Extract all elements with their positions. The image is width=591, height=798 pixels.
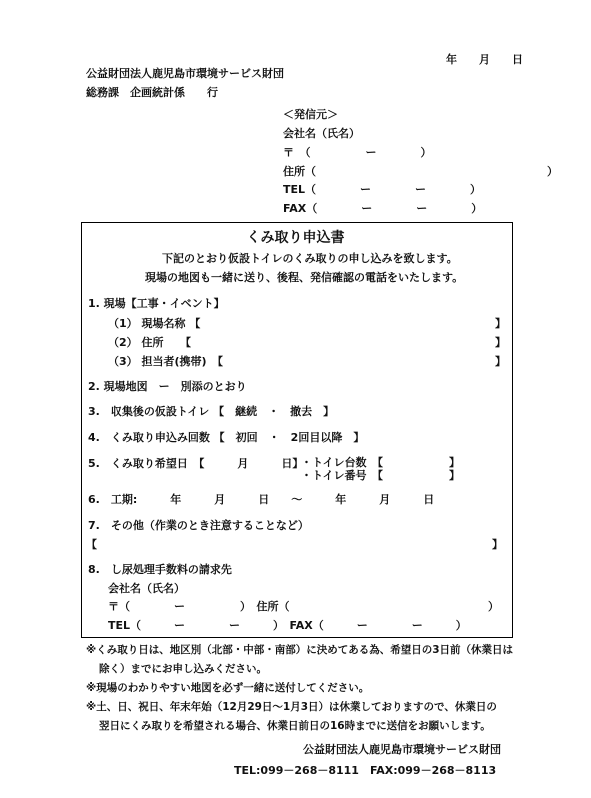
note-3-line-2: 翌日にくみ取りを希望される場合、休業日前日の16時までに送信をお願いします。 (99, 720, 491, 732)
site-name-field[interactable]: （1） 現場名称 【 (108, 317, 201, 330)
sender-fax-field[interactable]: FAX（ ー ー ） (283, 202, 483, 215)
section-1-title: 1. 現場【工事・イベント】 (88, 297, 225, 310)
toilet-number-field[interactable]: ・トイレ番号 【 】 (301, 469, 460, 482)
sender-heading: ＜発信元＞ (283, 108, 338, 121)
note-1-line-1: ※くみ取り日は、地区別（北部・中部・南部）に決めてある為、希望日の3日前（休業日は (86, 644, 514, 656)
sender-postal-field[interactable]: 〒 （ ー ） (283, 146, 432, 159)
intro-line-1: 下記のとおり仮設トイレのくみ取りの申し込みを致します。 (162, 252, 458, 265)
site-contact-close: 】 (495, 355, 506, 368)
section-6-period[interactable]: 6. 工期: 年 月 日 ～ 年 月 日 (88, 493, 435, 506)
footer-org: 公益財団法人鹿児島市環境サービス財団 (303, 743, 501, 756)
sender-company-label: 会社名（氏名） (283, 127, 360, 140)
sender-tel-field[interactable]: TEL（ ー ー ） (283, 183, 482, 196)
intro-line-2: 現場の地図も一緒に送り、後程、発信確認の電話をいたします。 (145, 271, 464, 284)
billing-address-close: ） (488, 600, 499, 613)
section-7-other: 7. その他（作業のとき注意することなど） (88, 519, 309, 532)
sender-address-field[interactable]: 住所（ ） (283, 165, 558, 178)
note-3-line-1: ※土、日、祝日、年末年始（12月29日～1月3日）は休業しておりますので、休業日の (86, 701, 497, 713)
billing-company-label: 会社名（氏名） (108, 582, 185, 595)
billing-postal-address-field[interactable]: 〒（ ー ） 住所（ (108, 600, 290, 613)
section-4-count[interactable]: 4. くみ取り申込み回数 【 初回 ・ 2回目以降 】 (88, 431, 365, 444)
form-title: くみ取り申込書 (246, 230, 345, 246)
site-name-close: 】 (495, 317, 506, 330)
other-notes-open[interactable]: 【 (86, 538, 97, 551)
note-1-line-2: 除く）までにお申し込みください。 (99, 663, 267, 675)
section-8-billing: 8. し尿処理手数料の請求先 (88, 563, 232, 576)
section-5-date[interactable]: 5. くみ取り希望日 【 月 日】 (88, 457, 304, 470)
section-2-map: 2. 現場地図 ー 別添のとおり (88, 380, 247, 393)
section-3-toilet-after[interactable]: 3. 収集後の仮設トイレ 【 継続 ・ 撤去 】 (88, 405, 335, 418)
site-address-close: 】 (495, 336, 506, 349)
note-2: ※現場のわかりやすい地図を必ず一緒に送付してください。 (86, 682, 370, 694)
footer-contact: TEL:099－268－8111 FAX:099－268－8113 (234, 764, 497, 777)
date-line: 年 月 日 (446, 53, 523, 66)
toilet-count-field[interactable]: ・トイレ台数 【 】 (301, 456, 460, 469)
billing-tel-fax-field[interactable]: TEL（ ー ー ） FAX（ ー ー ） (108, 619, 467, 632)
site-contact-field[interactable]: （3） 担当者(携帯) 【 (108, 355, 224, 368)
site-address-field[interactable]: （2） 住所 【 (108, 336, 191, 349)
recipient-org: 公益財団法人鹿児島市環境サービス財団 (86, 67, 284, 80)
other-notes-close: 】 (492, 538, 503, 551)
recipient-dept: 総務課 企画統計係 行 (86, 86, 218, 99)
